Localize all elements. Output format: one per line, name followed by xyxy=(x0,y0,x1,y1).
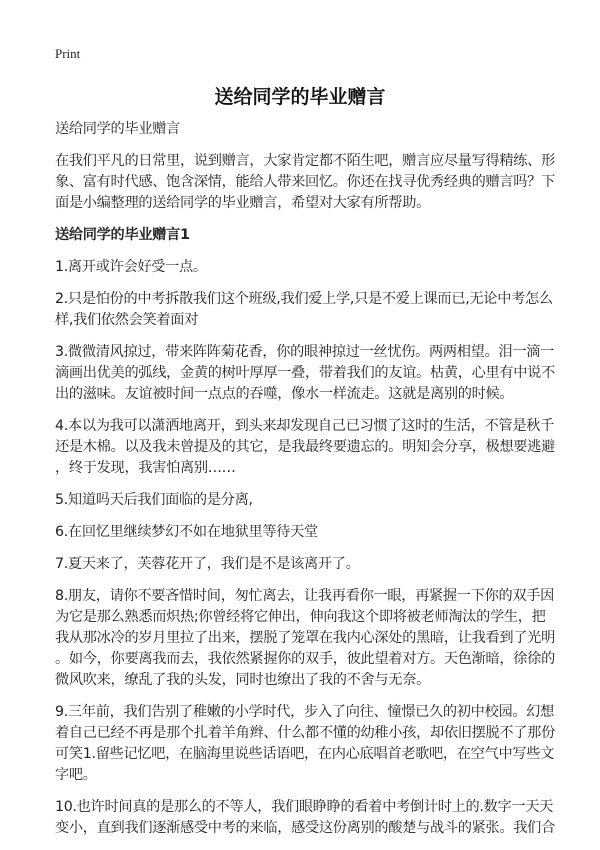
article-body xyxy=(55,119,575,850)
print-label: Print xyxy=(55,46,81,61)
text-line: 滴画出优美的弧线，金黄的树叶厚厚一叠，带着我们的友谊。枯黄，心里有中说不 xyxy=(55,365,555,381)
text-line: 。如今，你要离我而去，我依然紧握你的双手，彼此望着对方。天色渐暗，徐徐的 xyxy=(55,651,555,667)
text-line: 还是木棉。以及我未曾提及的其它，是我最终要遗忘的。明知会分享，极想要逃避 xyxy=(55,439,555,455)
text-line: 微风吹来，缭乱了我的头发，同时也缭出了我的不舍与无奈。 xyxy=(55,672,430,688)
text-line: 3.微微清风掠过，带来阵阵菊花香，你的眼神掠过一丝忧伤。两两相望。泪一滴一 xyxy=(55,344,555,360)
article-subtitle: 送给同学的毕业赠言 xyxy=(55,121,180,137)
text-line: ，终于发现，我害怕离别…… xyxy=(55,460,236,476)
text-line: 在我们平凡的日常里，说到赠言，大家肯定都不陌生吧，赠言应尽量写得精练、形 xyxy=(55,153,555,169)
text-line: 4.本以为我可以潇洒地离开，到头来却发现自己已习惯了这时的生活，不管是秋千 xyxy=(55,418,555,434)
list-item xyxy=(55,289,575,331)
intro-paragraph xyxy=(55,151,575,214)
list-item xyxy=(55,416,575,479)
list-item xyxy=(55,586,575,691)
text-line: 1.离开或许会好受一点。 xyxy=(55,259,207,275)
text-line: 变小，直到我们逐渐感受中考的来临，感受这份离别的酸楚与战斗的紧张。我们合 xyxy=(55,820,555,836)
paragraph-list xyxy=(55,257,575,839)
text-line: 为它是那么熟悉而炽热;你曾经将它伸出，伸向我这个即将被老师淘汰的学生，把 xyxy=(55,609,546,625)
text-line: 6.在回忆里继续梦幻不如在地狱里等待天堂 xyxy=(55,524,318,540)
page-title: 送给同学的毕业赠言 xyxy=(214,86,386,108)
section-heading: 送给同学的毕业赠言1 xyxy=(55,227,190,243)
list-item xyxy=(55,702,575,786)
list-item xyxy=(55,522,575,543)
text-line: 出的滋味。友谊被时间一点点的吞噬，像水一样流走。这就是离别的时候。 xyxy=(55,386,514,402)
text-line: 2.只是怕份的中考拆散我们这个班级,我们爱上学,只是不爱上课而已,无论中考怎么 xyxy=(55,291,553,307)
text-line: 9.三年前，我们告别了稚嫩的小学时代，步入了向往、憧憬已久的初中校园。幻想 xyxy=(55,704,555,720)
text-line: 我从那冰冷的岁月里拉了出来，摆脱了笼罩在我内心深处的黑暗，让我看到了光明 xyxy=(55,630,555,646)
text-line: 可笑1.留些记忆吧，在脑海里说些话语吧，在内心底唱首老歌吧，在空气中写些文 xyxy=(55,746,555,762)
text-line: 样,我们依然会笑着面对 xyxy=(55,312,199,328)
text-line: 8.朋友，请你不要吝惜时间，匆忙离去，让我再看你一眼，再紧握一下你的双手因 xyxy=(55,588,555,604)
text-line: 5.知道吗天后我们面临的是分离, xyxy=(55,492,253,508)
text-line: 着自己已经不再是那个扎着羊角辫、什么都不懂的幼稚小孩，却依旧摆脱不了那份 xyxy=(55,725,555,741)
list-item xyxy=(55,257,575,278)
list-item xyxy=(55,554,575,575)
text-line: 7.夏天来了，芙蓉花开了，我们是不是该离开了。 xyxy=(55,556,360,572)
list-item xyxy=(55,342,575,405)
text-line: 象、富有时代感、饱含深情，能给人带来回忆。你还在找寻优秀经典的赠言吗？下 xyxy=(55,174,555,190)
text-line: 面是小编整理的送给同学的毕业赠言，希望对大家有所帮助。 xyxy=(55,195,430,211)
list-item xyxy=(55,797,575,839)
list-item xyxy=(55,490,575,511)
text-line: 字吧。 xyxy=(55,767,97,783)
text-line: 10.也许时间真的是那么的不等人，我们眼睁睁的看着中考倒计时上的.数字一天天 xyxy=(55,799,554,815)
